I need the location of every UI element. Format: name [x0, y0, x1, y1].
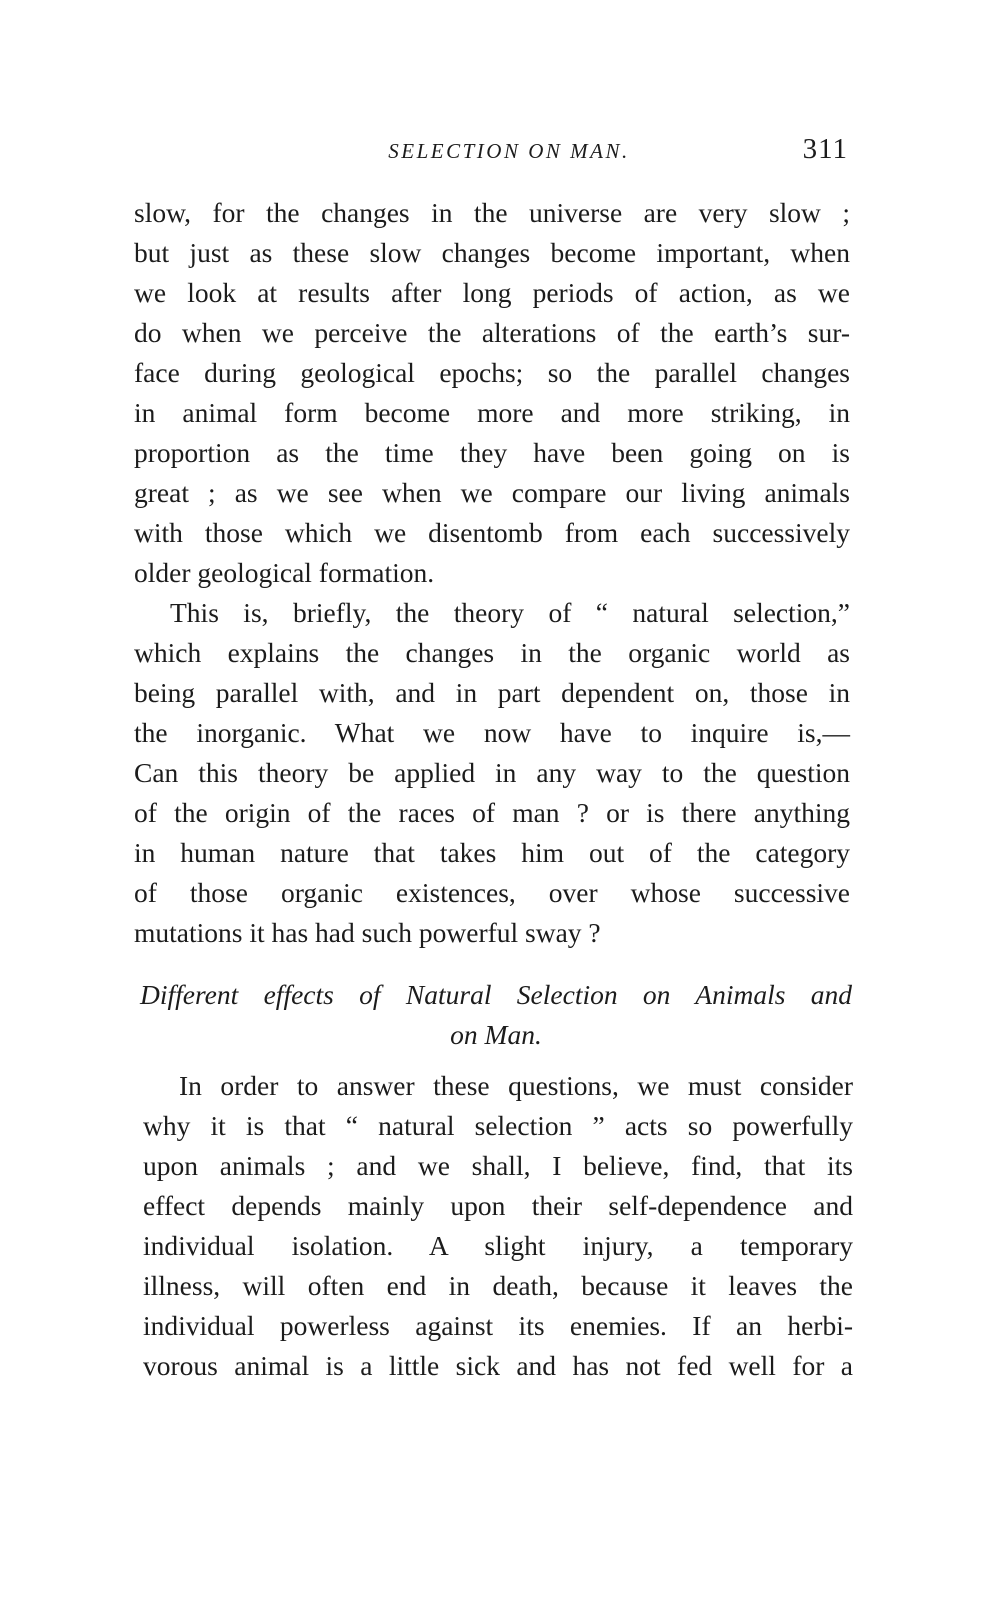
text-line: This is, briefly, the theory of “ natural selection,” — [170, 597, 850, 628]
text-line: slow, for the changes in the universe are very slow ; — [134, 197, 850, 228]
text-line: of the origin of the races of man ? or is there anything — [134, 797, 850, 828]
text-line: face during geological epochs; so the parallel changes — [134, 357, 850, 388]
text-line: great ; as we see when we compare our living animals — [134, 477, 850, 508]
text-line: mutations it has had such powerful sway ? — [134, 917, 601, 948]
text-line: individual powerless against its enemies. If an herbi- — [143, 1310, 853, 1341]
text-line: in human nature that takes him out of the category — [134, 837, 850, 868]
text-line: vorous animal is a little sick and has not fed well for a — [143, 1350, 853, 1381]
running-head — [138, 133, 850, 173]
section-heading — [140, 975, 852, 1055]
paragraph-3 — [143, 1066, 853, 1386]
text-block-lower — [143, 1066, 853, 1386]
text-line: but just as these slow changes become important, when — [134, 237, 850, 268]
running-title: SELECTION ON MAN. — [388, 139, 630, 163]
text-block-upper — [134, 193, 850, 953]
text-line: with those which we disentomb from each successively — [134, 517, 850, 548]
section-heading-line: Different effects of Natural Selection on Animals and — [140, 979, 852, 1010]
paragraph-1 — [134, 193, 850, 593]
text-line: the inorganic. What we now have to inquire is,— — [134, 717, 850, 748]
text-line: older geological formation. — [134, 557, 435, 588]
text-line: upon animals ; and we shall, I believe, find, that its — [143, 1150, 853, 1181]
text-line: proportion as the time they have been going on is — [134, 437, 850, 468]
paragraph-2 — [134, 593, 850, 953]
text-line: we look at results after long periods of action, as we — [134, 277, 850, 308]
text-line: being parallel with, and in part dependent on, those in — [134, 677, 850, 708]
section-heading-line: on Man. — [450, 1019, 542, 1050]
text-line: In order to answer these questions, we must consider — [179, 1070, 853, 1101]
page-number: 311 — [802, 133, 848, 165]
text-line: individual isolation. A slight injury, a temporary — [143, 1230, 853, 1261]
text-line: do when we perceive the alterations of the earth’s sur- — [134, 317, 850, 348]
text-line: which explains the changes in the organic world as — [134, 637, 850, 668]
text-line: illness, will often end in death, because it leaves the — [143, 1270, 853, 1301]
text-line: why it is that “ natural selection ” acts so powerfully — [143, 1110, 853, 1141]
text-line: effect depends mainly upon their self-dependence and — [143, 1190, 853, 1221]
text-line: Can this theory be applied in any way to the question — [134, 757, 850, 788]
text-line: of those organic existences, over whose successive — [134, 877, 850, 908]
text-line: in animal form become more and more striking, in — [134, 397, 850, 428]
